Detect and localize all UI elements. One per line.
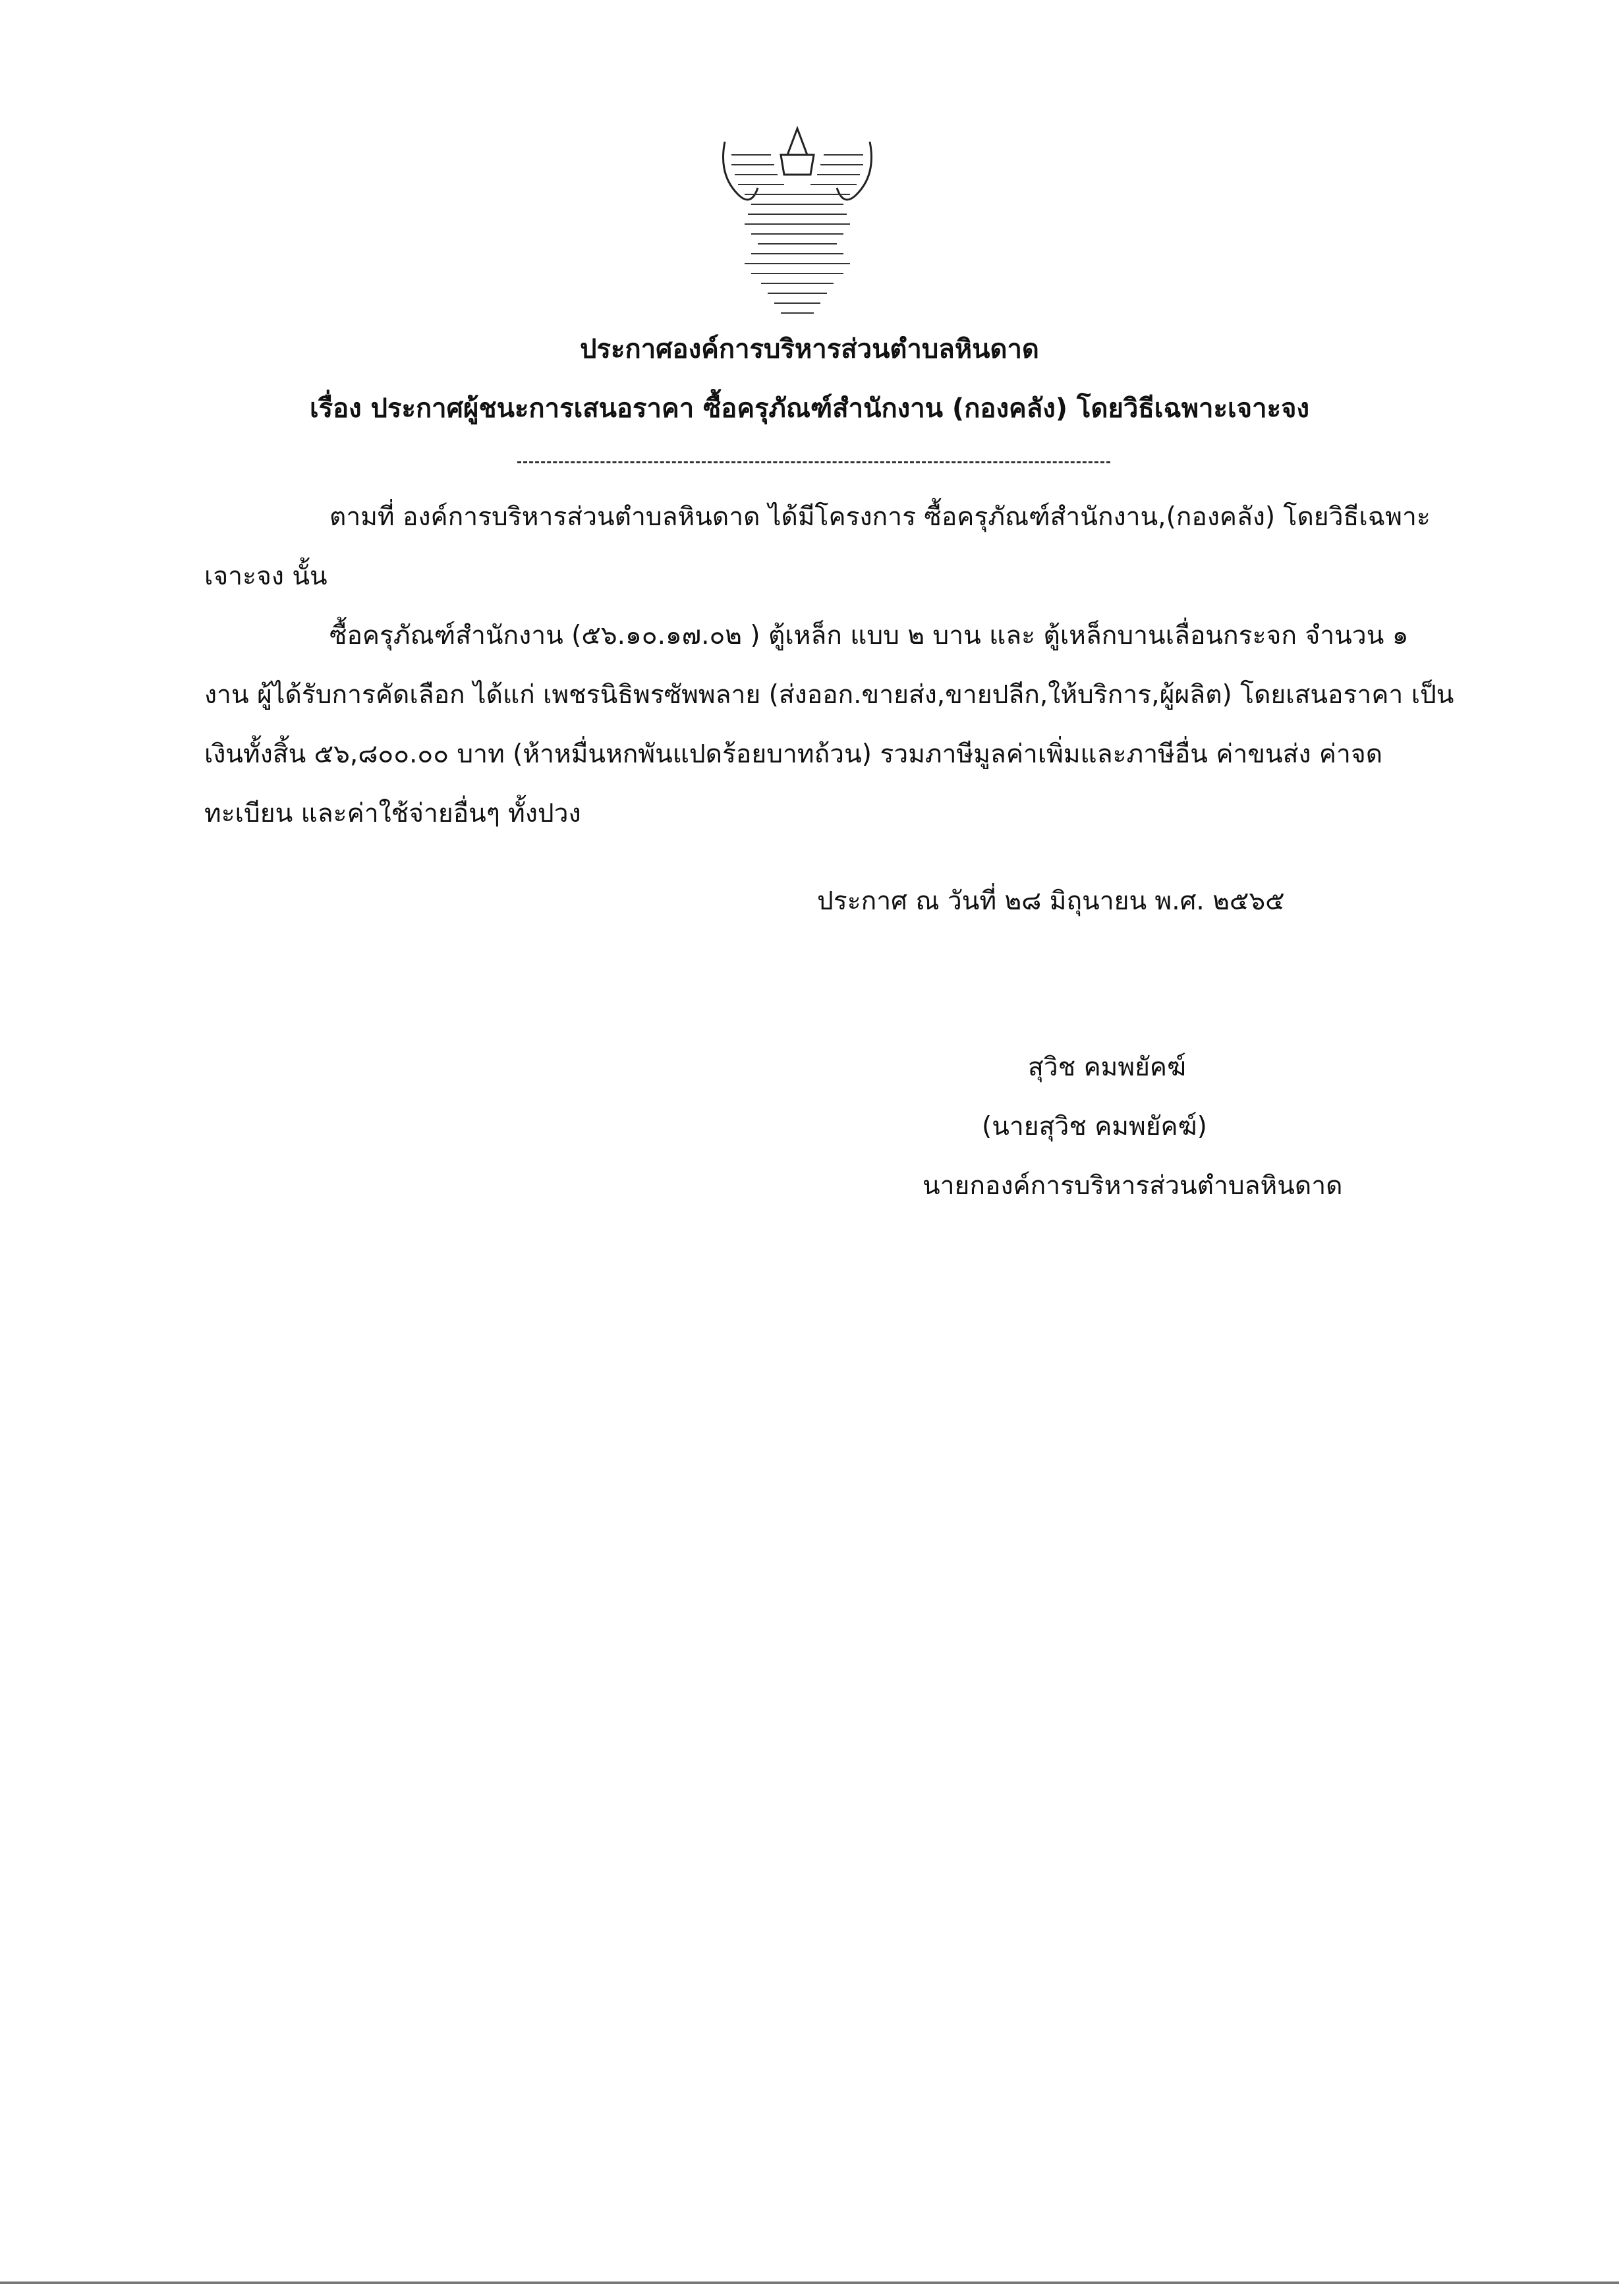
page-bottom-edge <box>0 2282 1619 2284</box>
paragraph-2-line-2: งาน ผู้ได้รับการคัดเลือก ได้แก่ เพชรนิธิพรซัพพลาย (ส่งออก.ขายส่ง,ขายปลีก,ให้บริการ,ผู้ผลิต) โดยเสนอราคา เป็น <box>204 680 1454 710</box>
document-title: ประกาศองค์การบริหารส่วนตำบลหินดาด <box>580 334 1039 364</box>
paragraph-1-line-2: เจาะจง นั้น <box>204 561 327 591</box>
paragraph-2-line-1: ซื้อครุภัณฑ์สำนักงาน (๕๖.๑๐.๑๗.๐๒ ) ตู้เหล็ก แบบ ๒ บาน และ ตู้เหล็กบานเลื่อนกระจก จำนวน ๑ <box>329 621 1409 650</box>
garuda-emblem-icon <box>712 115 883 326</box>
signature-position: นายกองค์การบริหารส่วนตำบลหินดาด <box>923 1171 1343 1201</box>
signature-name: สุวิช คมพยัคฆ์ <box>1028 1052 1186 1082</box>
paragraph-2-line-3: เงินทั้งสิ้น ๕๖,๘๐๐.๐๐ บาท (ห้าหมื่นหกพันแปดร้อยบาทถ้วน) รวมภาษีมูลค่าเพิ่มและภาษีอื่น ค่าขนส่ง ค่าจด <box>204 739 1383 769</box>
announce-date: ประกาศ ณ วันที่ ๒๘ มิถุนายน พ.ศ. ๒๕๖๕ <box>817 886 1285 916</box>
separator-line <box>517 461 1110 463</box>
signature-printed-name: (นายสุวิช คมพยัคฆ์) <box>982 1112 1207 1141</box>
document-subject: เรื่อง ประกาศผู้ชนะการเสนอราคา ซื้อครุภัณฑ์สำนักงาน (กองคลัง) โดยวิธีเฉพาะเจาะจง <box>309 393 1310 424</box>
paragraph-2-line-4: ทะเบียน และค่าใช้จ่ายอื่นๆ ทั้งปวง <box>204 799 581 828</box>
paragraph-1-line-1: ตามที่ องค์การบริหารส่วนตำบลหินดาด ได้มีโครงการ ซื้อครุภัณฑ์สำนักงาน,(กองคลัง) โดยวิธีเฉพาะ <box>329 502 1431 532</box>
